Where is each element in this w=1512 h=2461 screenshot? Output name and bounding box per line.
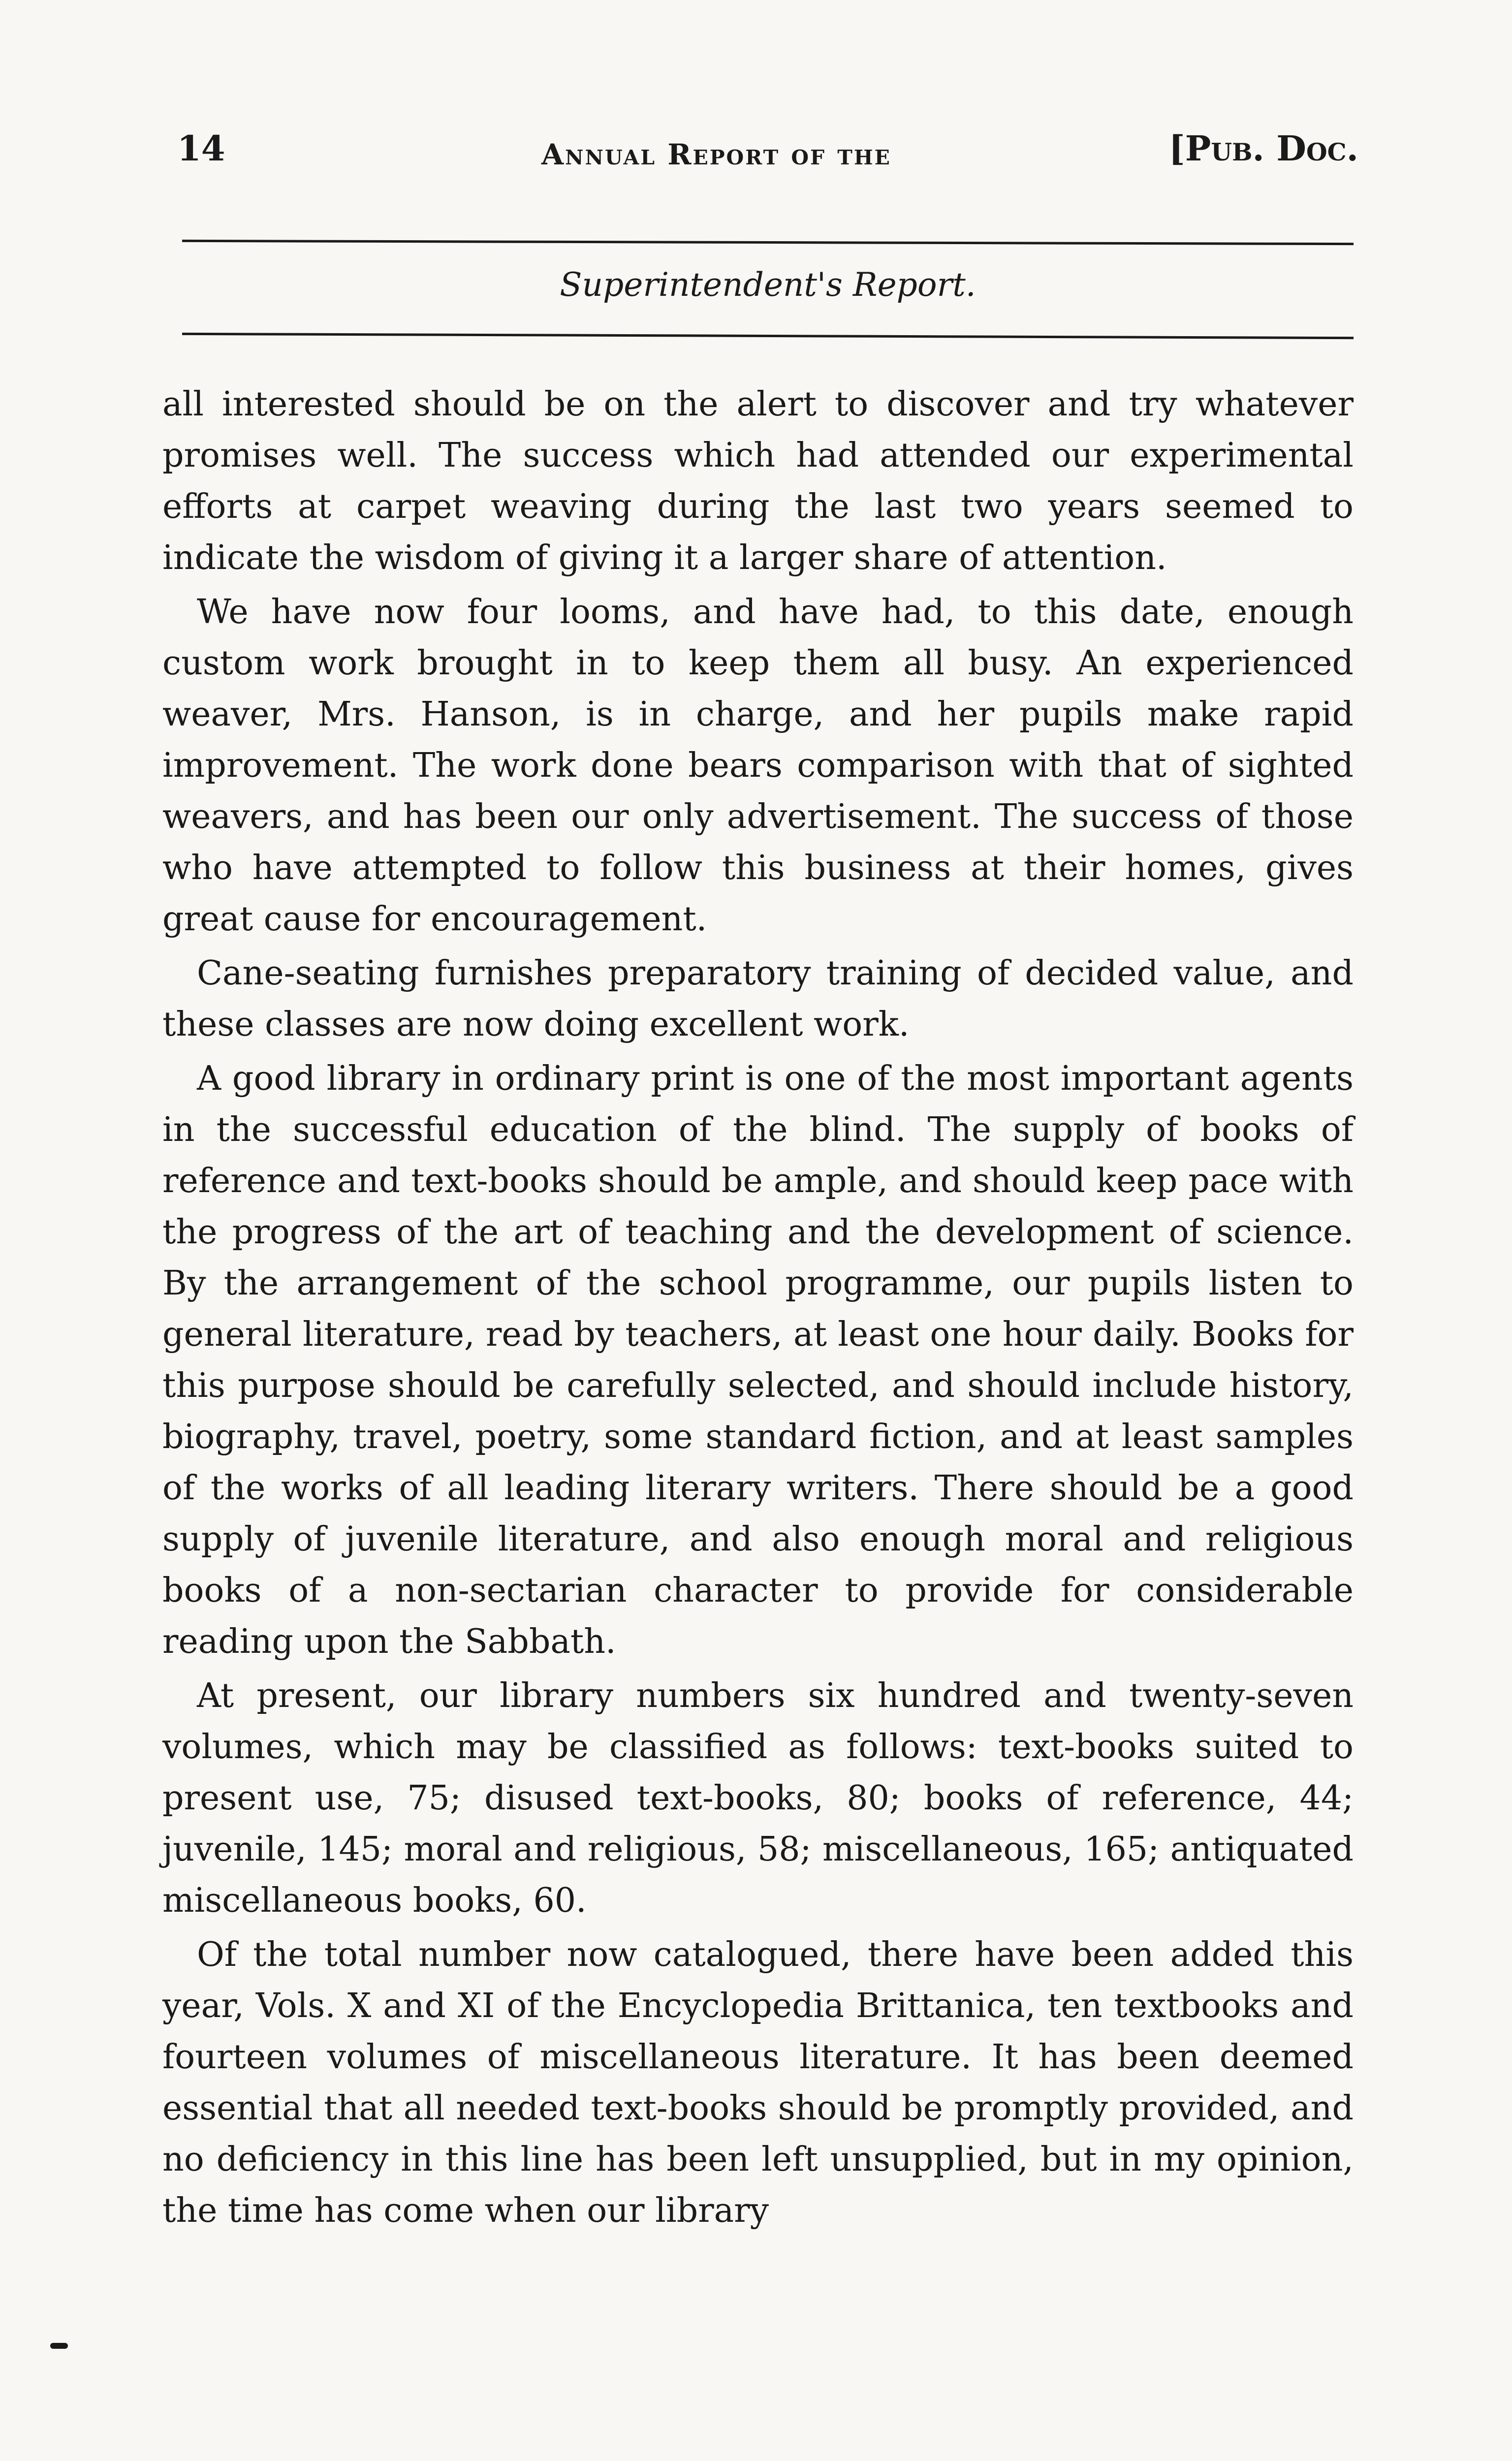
page-header bbox=[177, 123, 1358, 182]
header-rule-bottom bbox=[182, 333, 1354, 339]
paragraph: We have now four looms, and have had, to this date, enough custom work brought in to keep them all busy. An experienced weaver, Mrs. Hanson, is in charge, and her pupils make rapid improvement. The work done bears comparison with that of sighted weavers, and has been our only advertisement. The success of those who have attempted to follow this business at their homes, gives great cause for encouragement. bbox=[162, 593, 1354, 939]
paragraph: all interested should be on the alert to discover and try whatever promises well. The success which had attended our experimental efforts at carpet weaving during the last two years seemed to indicate the wisdom of giving it a larger share of attention. bbox=[162, 385, 1354, 577]
page-number: 14 bbox=[177, 128, 225, 169]
document-label: [Pub. Doc. bbox=[1168, 128, 1358, 169]
paragraph: A good library in ordinary print is one of the most important agents in the successful education of the blind. The supply of books of reference and text-books should be ample, and should keep pace with the progress of the art of teaching and the development of science. By the arrangement of the school programme, our pupils listen to general literature, read by teachers, at least one hour daily. Books for this purpose should be carefully selected, and should include history, biography, travel, poetry, some standard fiction, and at least samples of the works of all leading literary writers. There should be a good supply of juvenile literature, and also enough moral and religious books of a non-sectarian character to provide for considerable reading upon the Sabbath. bbox=[162, 1059, 1354, 1661]
ink-mark bbox=[50, 2343, 68, 2349]
paragraph: At present, our library numbers six hundred and twenty-seven volumes, which may be classified as follows: text-books suited to present use, 75; disused text-books, 80; books of reference, 44; juvenile, 145; moral and religious, 58; miscellaneous, 165; antiquated miscellaneous books, 60. bbox=[162, 1676, 1354, 1920]
paragraph: Of the total number now catalogued, there have been added this year, Vols. X and XI of the Encyclopedia Brittanica, ten textbooks and fourteen volumes of miscellaneous literature. It has been deemed essential that all needed text-books should be promptly provided, and no deficiency in this line has been left unsupplied, but in my opinion, the time has come when our library bbox=[162, 1935, 1354, 2230]
section-title: Superintendent's Report. bbox=[560, 266, 976, 304]
paragraph: Cane-seating furnishes preparatory training of decided value, and these classes are now doing excellent work. bbox=[162, 954, 1354, 1044]
body-text bbox=[162, 379, 1354, 2240]
header-rule-top bbox=[182, 240, 1354, 245]
running-title: Annual Report of the bbox=[541, 138, 891, 171]
